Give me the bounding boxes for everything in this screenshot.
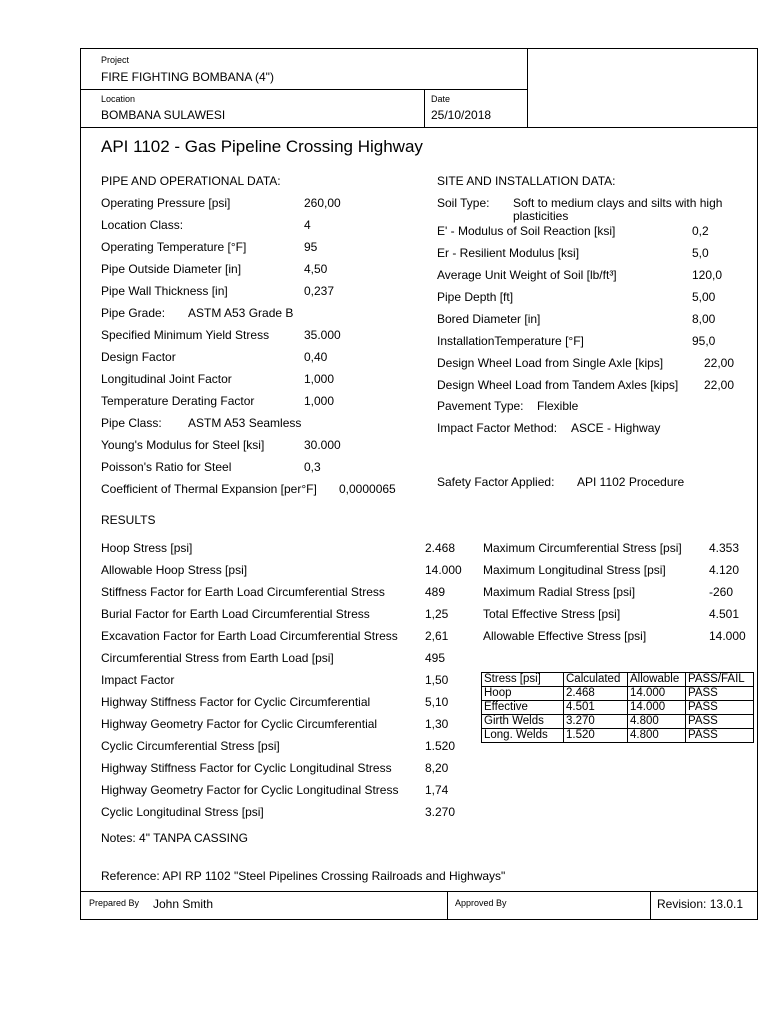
result-label: Stiffness Factor for Earth Load Circumferential Stress bbox=[101, 585, 385, 599]
pipe-data-label: Location Class: bbox=[101, 218, 184, 232]
result-label: Burial Factor for Earth Load Circumferential Stress bbox=[101, 607, 370, 621]
result-value: 4.501 bbox=[709, 607, 740, 621]
site-data-label: E' - Modulus of Soil Reaction [ksi] bbox=[437, 224, 616, 238]
pipe-data-label: Pipe Class: bbox=[101, 416, 162, 430]
table-cell: 4.501 bbox=[564, 701, 628, 715]
footer-divider bbox=[80, 891, 758, 892]
site-data-value: 0,2 bbox=[692, 224, 709, 238]
site-data-value: 22,00 bbox=[704, 378, 735, 392]
page-title: API 1102 - Gas Pipeline Crossing Highway bbox=[101, 137, 423, 156]
table-cell: 2.468 bbox=[564, 687, 628, 701]
site-data-label: Er - Resilient Modulus [ksi] bbox=[437, 246, 580, 260]
result-label: Highway Geometry Factor for Cyclic Circumferential bbox=[101, 717, 378, 731]
result-label: Maximum Circumferential Stress [psi] bbox=[483, 541, 682, 555]
table-row bbox=[482, 729, 754, 743]
pipe-data-value: 95 bbox=[304, 240, 318, 254]
table-cell: Girth Welds bbox=[482, 715, 564, 729]
table-cell: 1.520 bbox=[564, 729, 628, 743]
results-heading: RESULTS bbox=[101, 513, 156, 527]
pipe-data-label: Pipe Grade: bbox=[101, 306, 166, 320]
result-value: -260 bbox=[709, 585, 734, 599]
site-section-heading: SITE AND INSTALLATION DATA: bbox=[437, 174, 616, 188]
pass-fail-table bbox=[481, 672, 754, 743]
approved-by-label: Approved By bbox=[455, 898, 507, 908]
result-label: Impact Factor bbox=[101, 673, 175, 687]
result-label: Highway Geometry Factor for Cyclic Longitudinal Stress bbox=[101, 783, 399, 797]
pipe-data-label: Poisson's Ratio for Steel bbox=[101, 460, 232, 474]
result-value: 14.000 bbox=[425, 563, 462, 577]
result-value: 14.000 bbox=[709, 629, 746, 643]
result-label: Circumferential Stress from Earth Load [psi] bbox=[101, 651, 334, 665]
result-label: Maximum Longitudinal Stress [psi] bbox=[483, 563, 666, 577]
pipe-data-value: 4,50 bbox=[304, 262, 328, 276]
pipe-data-value: 35.000 bbox=[304, 328, 341, 342]
impact-method-value: ASCE - Highway bbox=[571, 421, 661, 435]
pipe-data-label: Operating Temperature [°F] bbox=[101, 240, 247, 254]
footer-vertical-divider-2 bbox=[650, 891, 651, 920]
result-value: 1,50 bbox=[425, 673, 449, 687]
pavement-type-value: Flexible bbox=[537, 399, 579, 413]
result-value: 1.520 bbox=[425, 739, 456, 753]
table-cell: 14.000 bbox=[628, 701, 686, 715]
pipe-data-value: 30.000 bbox=[304, 438, 341, 452]
result-value: 2.468 bbox=[425, 541, 456, 555]
result-value: 495 bbox=[425, 651, 446, 665]
table-row bbox=[482, 701, 754, 715]
table-row bbox=[482, 687, 754, 701]
result-label: Cyclic Longitudinal Stress [psi] bbox=[101, 805, 264, 819]
site-data-value: 95,0 bbox=[692, 334, 716, 348]
impact-method-label: Impact Factor Method: bbox=[437, 421, 558, 435]
date-value: 25/10/2018 bbox=[431, 108, 492, 122]
header-divider-2 bbox=[80, 127, 758, 128]
safety-factor-value: API 1102 Procedure bbox=[577, 475, 685, 489]
result-label: Excavation Factor for Earth Load Circumferential Stress bbox=[101, 629, 398, 643]
table-cell: 4.800 bbox=[628, 729, 686, 743]
safety-factor-label: Safety Factor Applied: bbox=[437, 475, 555, 489]
result-value: 1,30 bbox=[425, 717, 449, 731]
site-data-label: Design Wheel Load from Tandem Axles [kips] bbox=[437, 378, 679, 392]
table-cell: 4.800 bbox=[628, 715, 686, 729]
location-value: BOMBANA SULAWESI bbox=[101, 108, 226, 122]
date-divider bbox=[424, 89, 425, 127]
table-cell: Hoop bbox=[482, 687, 564, 701]
revision: Revision: 13.0.1 bbox=[657, 897, 744, 911]
soil-type-value-line2: plasticities bbox=[513, 209, 569, 223]
pipe-data-value: 0,3 bbox=[304, 460, 321, 474]
pavement-type-label: Pavement Type: bbox=[437, 399, 524, 413]
result-value: 1,25 bbox=[425, 607, 449, 621]
result-value: 1,74 bbox=[425, 783, 449, 797]
table-cell: PASS bbox=[686, 715, 754, 729]
table-cell: PASS bbox=[686, 701, 754, 715]
pipe-data-label: Design Factor bbox=[101, 350, 176, 364]
table-cell: 3.270 bbox=[564, 715, 628, 729]
table-cell: Effective bbox=[482, 701, 564, 715]
site-data-label: Average Unit Weight of Soil [lb/ft³] bbox=[437, 268, 617, 282]
result-label: Maximum Radial Stress [psi] bbox=[483, 585, 636, 599]
pipe-data-value: 0,0000065 bbox=[339, 482, 396, 496]
table-header-cell: Stress [psi] bbox=[482, 673, 564, 687]
result-label: Allowable Effective Stress [psi] bbox=[483, 629, 647, 643]
site-data-value: 120,0 bbox=[692, 268, 723, 282]
header-divider-1 bbox=[80, 89, 527, 90]
result-label: Hoop Stress [psi] bbox=[101, 541, 193, 555]
table-header-cell: PASS/FAIL bbox=[686, 673, 754, 687]
table-cell: PASS bbox=[686, 687, 754, 701]
site-data-label: InstallationTemperature [°F] bbox=[437, 334, 584, 348]
result-value: 489 bbox=[425, 585, 446, 599]
result-label: Highway Stiffness Factor for Cyclic Circumferential bbox=[101, 695, 371, 709]
pipe-data-value: ASTM A53 Grade B bbox=[188, 306, 294, 320]
notes: Notes: 4" TANPA CASSING bbox=[101, 831, 248, 845]
pipe-data-label: Coefficient of Thermal Expansion [per°F] bbox=[101, 482, 317, 496]
pipe-data-value: 0,237 bbox=[304, 284, 335, 298]
pipe-data-label: Specified Minimum Yield Stress bbox=[101, 328, 270, 342]
reference: Reference: API RP 1102 "Steel Pipelines Crossing Railroads and Highways" bbox=[101, 869, 506, 883]
pipe-data-value: 1,000 bbox=[304, 394, 335, 408]
pipe-data-value: 0,40 bbox=[304, 350, 328, 364]
prepared-by-value: John Smith bbox=[153, 897, 214, 911]
prepared-by-label: Prepared By bbox=[89, 898, 140, 908]
table-cell: PASS bbox=[686, 729, 754, 743]
pipe-data-label: Temperature Derating Factor bbox=[101, 394, 255, 408]
pipe-data-label: Pipe Outside Diameter [in] bbox=[101, 262, 242, 276]
table-cell: Long. Welds bbox=[482, 729, 564, 743]
result-value: 8,20 bbox=[425, 761, 449, 775]
header-vertical-divider bbox=[527, 48, 528, 127]
result-label: Total Effective Stress [psi] bbox=[483, 607, 621, 621]
site-data-value: 5,00 bbox=[692, 290, 716, 304]
pipe-data-value: 1,000 bbox=[304, 372, 335, 386]
site-data-value: 8,00 bbox=[692, 312, 716, 326]
site-data-value: 5,0 bbox=[692, 246, 709, 260]
site-data-label: Design Wheel Load from Single Axle [kips] bbox=[437, 356, 664, 370]
pipe-data-label: Young's Modulus for Steel [ksi] bbox=[101, 438, 265, 452]
location-label: Location bbox=[101, 94, 136, 104]
result-label: Allowable Hoop Stress [psi] bbox=[101, 563, 248, 577]
table-cell: 14.000 bbox=[628, 687, 686, 701]
project-label: Project bbox=[101, 55, 130, 65]
result-value: 4.353 bbox=[709, 541, 740, 555]
result-value: 2,61 bbox=[425, 629, 449, 643]
site-data-label: Bored Diameter [in] bbox=[437, 312, 541, 326]
footer-vertical-divider-1 bbox=[447, 891, 448, 920]
pipe-section-heading: PIPE AND OPERATIONAL DATA: bbox=[101, 174, 281, 188]
table-row bbox=[482, 715, 754, 729]
result-label: Highway Stiffness Factor for Cyclic Longitudinal Stress bbox=[101, 761, 392, 775]
table-header-cell: Allowable bbox=[628, 673, 686, 687]
pipe-data-label: Longitudinal Joint Factor bbox=[101, 372, 232, 386]
pipe-data-value: 260,00 bbox=[304, 196, 341, 210]
result-value: 5,10 bbox=[425, 695, 449, 709]
date-label: Date bbox=[431, 94, 451, 104]
project-value: FIRE FIGHTING BOMBANA (4") bbox=[101, 70, 274, 84]
table-header-cell: Calculated bbox=[564, 673, 628, 687]
soil-type-value-line1: Soft to medium clays and silts with high bbox=[513, 196, 723, 210]
pipe-data-value: ASTM A53 Seamless bbox=[188, 416, 302, 430]
table-header-row bbox=[482, 673, 754, 687]
pipe-data-label: Pipe Wall Thickness [in] bbox=[101, 284, 228, 298]
soil-type-label: Soil Type: bbox=[437, 196, 490, 210]
pipe-data-label: Operating Pressure [psi] bbox=[101, 196, 231, 210]
site-data-label: Pipe Depth [ft] bbox=[437, 290, 514, 304]
result-value: 3.270 bbox=[425, 805, 456, 819]
result-label: Cyclic Circumferential Stress [psi] bbox=[101, 739, 280, 753]
pipe-data-value: 4 bbox=[304, 218, 311, 232]
result-value: 4.120 bbox=[709, 563, 740, 577]
site-data-value: 22,00 bbox=[704, 356, 735, 370]
